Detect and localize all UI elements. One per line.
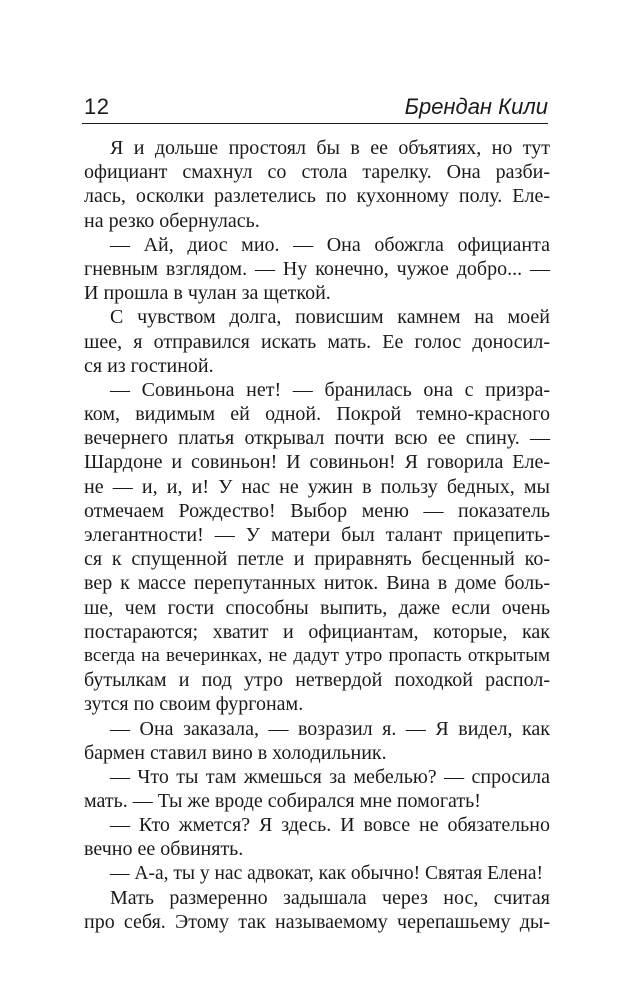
- running-head-author: Брендан Кили: [404, 94, 548, 119]
- text-line: вечно ее обвинять.: [84, 838, 244, 861]
- text-line: отмечаем Рождество! Выбор меню — показатель: [84, 499, 550, 522]
- text-line: ком, видимым ей одной. Покрой темно-красного: [84, 403, 550, 426]
- text-line: шее, я отправился искать мать. Ее голос доносил-: [84, 330, 550, 353]
- page-number: 12: [84, 94, 110, 119]
- text-line: — Кто жмется? Я здесь. И вовсе не обязательно: [110, 814, 550, 837]
- text-line: гневным взглядом. — Ну конечно, чужое добро... —: [84, 257, 550, 280]
- text-line: С чувством долга, повисшим камнем на моей: [110, 306, 550, 329]
- text-line: на резко обернулась.: [84, 209, 260, 232]
- text-line: вер к массе перепутанных ниток. Вина в доме боль-: [84, 572, 550, 595]
- text-line: ше, чем гости способны выпить, даже если очень: [84, 596, 550, 619]
- text-line: ся к спущенной петле и приравнять бесценный ко-: [84, 548, 550, 571]
- text-line: — Она заказала, — возразил я. — Я видел, как: [110, 717, 550, 740]
- text-line: Мать размеренно задышала через нос, считая: [110, 886, 550, 909]
- text-line: вечернего платья открывал почти всю ее спину. —: [84, 427, 550, 450]
- text-line: зутся по своим фургонам.: [84, 693, 304, 716]
- text-line: про себя. Этому так называемому черепашьему ды-: [84, 911, 550, 933]
- text-line: Я и дольше простоял бы в ее объятиях, но тут: [110, 137, 550, 159]
- text-line: — Совиньона нет! — бранилась она с призра-: [110, 378, 550, 401]
- body-text: [84, 136, 550, 934]
- text-line: не — и, и, и! У нас не ужин в пользу бедных, мы: [84, 475, 550, 498]
- text-line: Шардоне и совиньон! И совиньон! Я говорила Еле-: [84, 451, 550, 474]
- text-line: официант смахнул со стола тарелку. Она разби-: [84, 161, 550, 184]
- text-line: всегда на вечеринках, не дадут утро пропасть открытым: [84, 644, 550, 666]
- text-line: бармен ставил вино в холодильник.: [84, 741, 387, 764]
- text-line: лась, осколки разлетелись по кухонному полу. Еле-: [84, 185, 550, 208]
- header-rule: [82, 123, 548, 124]
- text-line: — Ай, диос мио. — Она обожгла официанта: [110, 233, 550, 256]
- text-line: — Что ты там жмешься за мебелью? — спросила: [110, 765, 550, 788]
- text-line: элегантности! — У матери был талант прицепить-: [84, 524, 550, 546]
- text-line: бутылкам и под утро нетвердой походкой распол-: [84, 669, 550, 692]
- text-line: — А-а, ты у нас адвокат, как обычно! Святая Елена!: [110, 862, 544, 884]
- text-line: постараются; хватит и официантам, которые, как: [84, 620, 550, 643]
- text-line: ся из гостиной.: [84, 354, 214, 377]
- text-line: И прошла в чулан за щеткой.: [84, 282, 331, 305]
- text-line: мать. — Ты же вроде собирался мне помогать!: [84, 790, 481, 813]
- running-head: [84, 90, 548, 120]
